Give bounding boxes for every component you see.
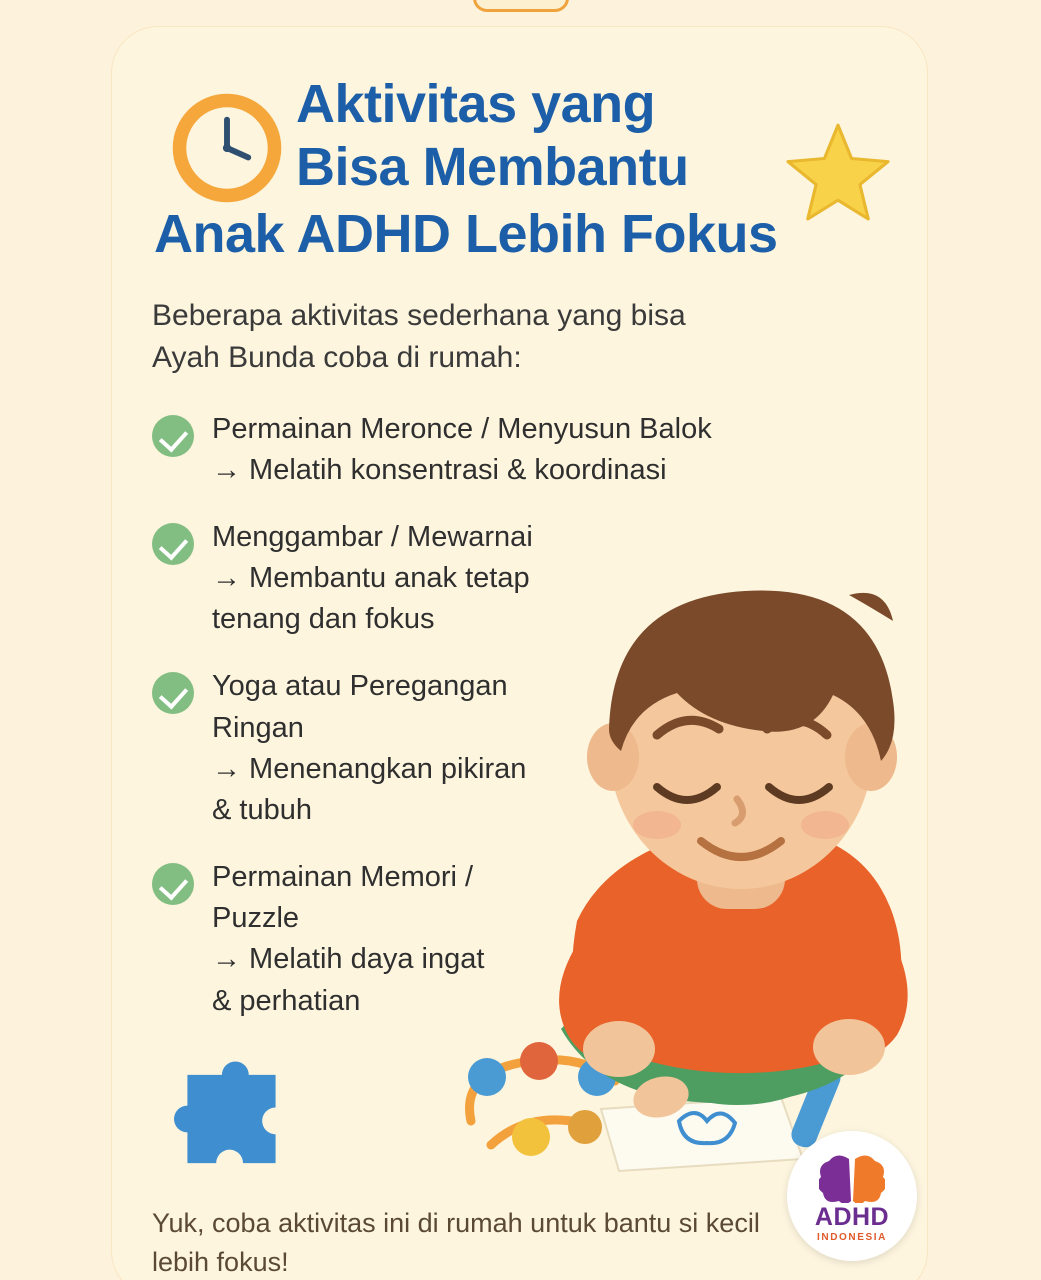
activity-list bbox=[112, 409, 927, 1022]
list-item-text bbox=[212, 517, 533, 641]
check-circle-icon bbox=[152, 415, 194, 457]
check-circle-icon bbox=[152, 672, 194, 714]
check-circle-icon bbox=[152, 863, 194, 905]
list-item bbox=[152, 666, 887, 831]
list-item-title: Permainan Memori / bbox=[212, 861, 474, 894]
list-item-text bbox=[212, 857, 484, 1022]
list-item-title: Permainan Meronce / Menyusun Balok bbox=[212, 412, 712, 445]
list-item-detail-2: tenang dan fokus bbox=[212, 603, 435, 636]
check-circle-icon bbox=[152, 523, 194, 565]
list-item-detail-2: & tubuh bbox=[212, 793, 312, 826]
page-title bbox=[152, 73, 887, 267]
list-item bbox=[152, 409, 887, 491]
poster-footer bbox=[152, 1204, 852, 1280]
list-item-detail-2: & perhatian bbox=[212, 984, 361, 1017]
poster-subtitle bbox=[112, 295, 927, 379]
list-item-title: Yoga atau Peregangan bbox=[212, 670, 508, 703]
poster-header bbox=[112, 27, 927, 267]
list-item bbox=[152, 857, 887, 1022]
logo-name: ADHD bbox=[814, 1203, 890, 1231]
brain-icon bbox=[819, 1153, 885, 1203]
list-item-title-2: Puzzle bbox=[212, 902, 300, 935]
list-item-detail: → Melatih daya ingat bbox=[212, 943, 485, 976]
subtitle-line-1: Beberapa aktivitas sederhana yang bisa bbox=[152, 298, 686, 332]
top-tab-handle bbox=[473, 0, 569, 12]
list-item-text bbox=[212, 409, 712, 491]
list-item-title: Menggambar / Mewarnai bbox=[212, 520, 533, 553]
star-icon bbox=[785, 121, 891, 221]
subtitle-line-2: Ayah Bunda coba di rumah: bbox=[152, 340, 522, 374]
headline-line-3: Anak ADHD Lebih Fokus bbox=[154, 204, 778, 265]
brand-logo bbox=[787, 1131, 917, 1261]
headline-line-2: Bisa Membantu bbox=[296, 137, 689, 198]
headline-line-1: Aktivitas yang bbox=[296, 74, 656, 134]
puzzle-piece-icon bbox=[174, 1059, 289, 1179]
list-item-title-2: Ringan bbox=[212, 711, 304, 744]
list-item bbox=[152, 517, 887, 641]
list-item-detail: → Melatih konsentrasi & koordinasi bbox=[212, 453, 667, 486]
list-item-detail: → Membantu anak tetap bbox=[212, 562, 530, 595]
list-item-text bbox=[212, 666, 526, 831]
logo-subtitle: INDONESIA bbox=[817, 1232, 887, 1243]
list-item-detail: → Menenangkan pikiran bbox=[212, 752, 527, 785]
poster-card bbox=[112, 27, 927, 1280]
footer-line-2: lebih fokus! bbox=[152, 1246, 289, 1277]
footer-line-1: Yuk, coba aktivitas ini di rumah untuk bantu si kecil bbox=[152, 1208, 760, 1239]
